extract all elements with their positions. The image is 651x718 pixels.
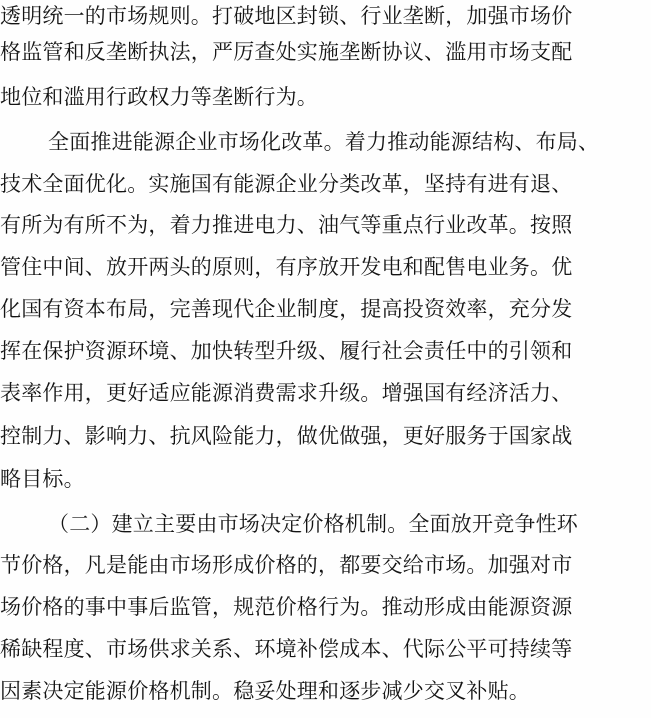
text-line-14: 节价格，凡是能由市场形成价格的，都要交给市场。加强对市 <box>0 553 573 577</box>
text-line-9: 挥在保护资源环境、加快转型升级、履行社会责任中的引领和 <box>0 339 573 363</box>
text-line-13: （二）建立主要由市场决定价格机制。全面放开竞争性环 <box>48 512 578 536</box>
text-line-8: 化国有资本布局，完善现代企业制度，提高投资效率，充分发 <box>0 297 573 321</box>
text-line-7: 管住中间、放开两头的原则，有序放开发电和配售电业务。优 <box>0 255 573 279</box>
text-line-6: 有所为有所不为，着力推进电力、油气等重点行业改革。按照 <box>0 213 573 237</box>
text-line-17: 因素决定能源价格机制。稳妥处理和逐步减少交叉补贴。 <box>0 679 530 703</box>
text-line-12: 略目标。 <box>0 467 85 491</box>
text-line-2: 格监管和反垄断执法，严厉查处实施垄断协议、滥用市场支配 <box>0 40 573 64</box>
text-line-11: 控制力、影响力、抗风险能力，做优做强，更好服务于国家战 <box>0 424 573 448</box>
text-line-15: 场价格的事中事后监管，规范价格行为。推动形成由能源资源 <box>0 595 573 619</box>
text-line-5: 技术全面优化。实施国有能源企业分类改革，坚持有进有退、 <box>0 172 573 196</box>
text-line-16: 稀缺程度、市场供求关系、环境补偿成本、代际公平可持续等 <box>0 637 573 661</box>
text-line-3: 地位和滥用行政权力等垄断行为。 <box>0 85 318 109</box>
text-line-10: 表率作用，更好适应能源消费需求升级。增强国有经济活力、 <box>0 381 573 405</box>
text-line-1: 透明统一的市场规则。打破地区封锁、行业垄断，加强市场价 <box>0 4 573 28</box>
text-line-4: 全面推进能源企业市场化改革。着力推动能源结构、布局、 <box>48 130 600 154</box>
